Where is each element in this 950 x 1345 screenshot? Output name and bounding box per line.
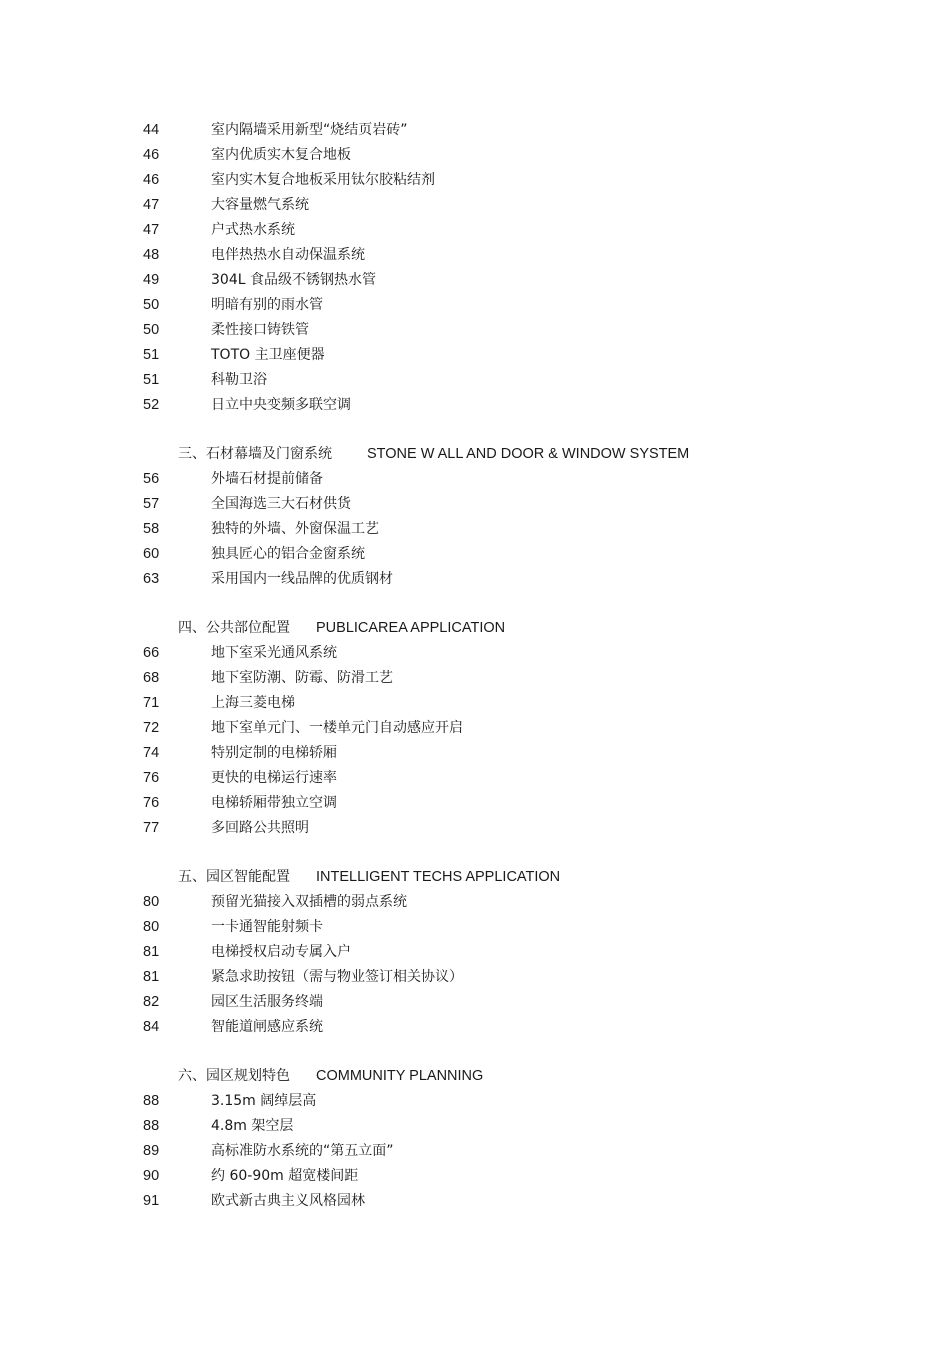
- toc-entry: [0, 1089, 950, 1114]
- section-heading-english: INTELLIGENT TECHS APPLICATION: [316, 869, 561, 885]
- toc-entry-page-number: 48: [143, 247, 160, 263]
- toc-entry-page-number: 60: [143, 546, 160, 562]
- section-heading-english: PUBLICAREA APPLICATION: [316, 620, 506, 636]
- toc-entry-title: TOTO 主卫座便器: [211, 347, 325, 363]
- section-heading: [0, 616, 950, 641]
- toc-entry-title: 外墙石材提前储备: [211, 471, 323, 487]
- toc-entry-title: 独特的外墙、外窗保温工艺: [211, 521, 379, 537]
- toc-entry-page-number: 46: [143, 147, 160, 163]
- section-heading: [0, 442, 950, 467]
- toc-entry-page-number: 74: [143, 745, 160, 761]
- toc-entry-page-number: 80: [143, 919, 160, 935]
- section-heading-chinese: 四、公共部位配置: [178, 620, 290, 636]
- toc-entry-title: 3.15m 阔绰层高: [211, 1093, 317, 1109]
- toc-entry: [0, 1015, 950, 1040]
- toc-entry: [0, 1189, 950, 1214]
- toc-entry: [0, 567, 950, 592]
- toc-entry-title: 多回路公共照明: [211, 820, 309, 836]
- toc-entry: [0, 517, 950, 542]
- toc-entry-title: 科勒卫浴: [211, 372, 267, 388]
- toc-entry-page-number: 51: [143, 372, 160, 388]
- toc-entry: [0, 143, 950, 168]
- toc-section: [0, 616, 950, 841]
- toc-section: [0, 1064, 950, 1214]
- section-heading-chinese: 五、园区智能配置: [178, 869, 290, 885]
- toc-entry: [0, 1164, 950, 1189]
- section-heading-english: COMMUNITY PLANNING: [316, 1068, 484, 1084]
- toc-entry-title: 欧式新古典主义风格园林: [211, 1193, 365, 1209]
- toc-entry-title: 约 60-90m 超宽楼间距: [211, 1168, 359, 1184]
- toc-entry-title: 电梯授权启动专属入户: [211, 944, 351, 960]
- toc-section: [0, 865, 950, 1040]
- toc-entry-title: 地下室采光通风系统: [211, 645, 337, 661]
- toc-entry: [0, 293, 950, 318]
- toc-entry: [0, 1139, 950, 1164]
- toc-entry: [0, 741, 950, 766]
- toc-entry: [0, 268, 950, 293]
- toc-entry-title: 上海三菱电梯: [211, 695, 295, 711]
- toc-entry-page-number: 58: [143, 521, 160, 537]
- toc-entry: [0, 915, 950, 940]
- toc-entry: [0, 393, 950, 418]
- toc-entry: [0, 816, 950, 841]
- toc-entry-page-number: 77: [143, 820, 160, 836]
- toc-entry-page-number: 63: [143, 571, 160, 587]
- toc-entry: [0, 965, 950, 990]
- toc-entry-page-number: 76: [143, 770, 160, 786]
- toc-entry-page-number: 56: [143, 471, 160, 487]
- toc-entry-page-number: 57: [143, 496, 160, 512]
- toc-entry: [0, 492, 950, 517]
- toc-entry: [0, 766, 950, 791]
- toc-entry-title: 紧急求助按钮（需与物业签订相关协议）: [211, 969, 463, 985]
- toc-entry-title: 304L 食品级不锈钢热水管: [211, 272, 376, 288]
- toc-entry-title: 预留光猫接入双插槽的弱点系统: [211, 894, 407, 910]
- toc-entry-page-number: 47: [143, 197, 160, 213]
- toc-entry: [0, 118, 950, 143]
- toc-entry-page-number: 66: [143, 645, 160, 661]
- toc-entry-title: 室内优质实木复合地板: [211, 147, 351, 163]
- toc-entry: [0, 940, 950, 965]
- toc-entry: [0, 666, 950, 691]
- toc-entry-page-number: 76: [143, 795, 160, 811]
- toc-entry: [0, 890, 950, 915]
- toc-entry-page-number: 49: [143, 272, 160, 288]
- toc-entry-page-number: 71: [143, 695, 160, 711]
- toc-entry: [0, 168, 950, 193]
- section-heading-chinese: 六、园区规划特色: [178, 1068, 290, 1084]
- toc-entry-title: 智能道闸感应系统: [211, 1019, 323, 1035]
- toc-entry-page-number: 88: [143, 1093, 160, 1109]
- toc-section: [0, 442, 950, 592]
- toc-entry-title: 明暗有别的雨水管: [211, 297, 323, 313]
- toc-entry-page-number: 51: [143, 347, 160, 363]
- toc-entry: [0, 318, 950, 343]
- toc-entry-page-number: 44: [143, 122, 160, 138]
- toc-entry-page-number: 88: [143, 1118, 160, 1134]
- toc-entry-title: 特别定制的电梯轿厢: [211, 745, 337, 761]
- section-heading-english: STONE W ALL AND DOOR & WINDOW SYSTEM: [367, 446, 690, 462]
- table-of-contents: [0, 118, 950, 1214]
- toc-entry-title: 大容量燃气系统: [211, 197, 309, 213]
- toc-entry: [0, 193, 950, 218]
- toc-entry: [0, 243, 950, 268]
- toc-entry-title: 更快的电梯运行速率: [211, 770, 337, 786]
- section-heading: [0, 1064, 950, 1089]
- toc-entry: [0, 691, 950, 716]
- toc-entry: [0, 1114, 950, 1139]
- toc-entry: [0, 218, 950, 243]
- toc-entry-page-number: 81: [143, 969, 160, 985]
- toc-entry-page-number: 52: [143, 397, 160, 413]
- toc-entry-page-number: 47: [143, 222, 160, 238]
- toc-entry-title: 高标准防水系统的“第五立面”: [211, 1143, 394, 1159]
- toc-entry-page-number: 89: [143, 1143, 160, 1159]
- toc-entry-title: 电梯轿厢带独立空调: [211, 795, 337, 811]
- toc-entry-title: 采用国内一线品牌的优质钢材: [211, 571, 393, 587]
- toc-entry: [0, 343, 950, 368]
- toc-entry: [0, 990, 950, 1015]
- toc-entry-page-number: 68: [143, 670, 160, 686]
- toc-entry-title: 室内实木复合地板采用钛尔胶粘结剂: [211, 172, 435, 188]
- toc-entry-title: 4.8m 架空层: [211, 1118, 294, 1134]
- toc-entry-title: 独具匠心的铝合金窗系统: [211, 546, 365, 562]
- toc-entry: [0, 791, 950, 816]
- toc-entry: [0, 368, 950, 393]
- toc-entry-page-number: 80: [143, 894, 160, 910]
- toc-entry-title: 地下室防潮、防霉、防滑工艺: [211, 670, 393, 686]
- toc-entry: [0, 641, 950, 666]
- toc-entry-page-number: 81: [143, 944, 160, 960]
- toc-entry-title: 日立中央变频多联空调: [211, 397, 351, 413]
- toc-entry-page-number: 91: [143, 1193, 160, 1209]
- toc-entry: [0, 467, 950, 492]
- toc-entry-title: 地下室单元门、一楼单元门自动感应开启: [211, 720, 463, 736]
- toc-group-continued: [0, 118, 950, 418]
- toc-entry: [0, 542, 950, 567]
- toc-entry-page-number: 90: [143, 1168, 160, 1184]
- toc-entry-page-number: 82: [143, 994, 160, 1010]
- section-heading: [0, 865, 950, 890]
- toc-entry-title: 户式热水系统: [211, 222, 295, 238]
- toc-entry-page-number: 72: [143, 720, 160, 736]
- toc-entry-title: 园区生活服务终端: [211, 994, 323, 1010]
- toc-entry-page-number: 84: [143, 1019, 160, 1035]
- toc-entry-title: 柔性接口铸铁管: [211, 322, 309, 338]
- toc-entry: [0, 716, 950, 741]
- toc-entry-title: 电伴热热水自动保温系统: [211, 247, 365, 263]
- toc-entry-title: 室内隔墙采用新型“烧结页岩砖”: [211, 122, 408, 138]
- toc-entry-page-number: 46: [143, 172, 160, 188]
- toc-entry-page-number: 50: [143, 297, 160, 313]
- section-heading-chinese: 三、石材幕墙及门窗系统: [178, 446, 332, 462]
- toc-entry-title: 全国海选三大石材供货: [211, 496, 351, 512]
- toc-entry-title: 一卡通智能射频卡: [211, 919, 323, 935]
- toc-entry-page-number: 50: [143, 322, 160, 338]
